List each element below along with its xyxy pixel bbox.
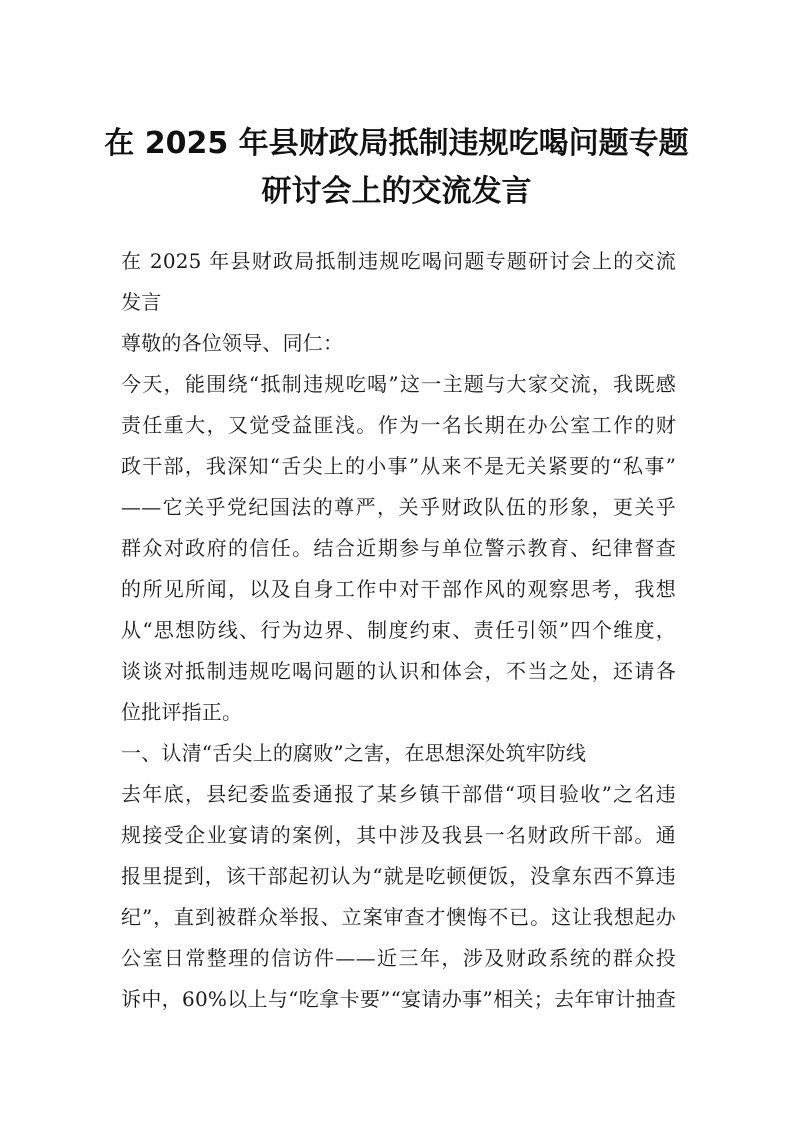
salutation: 尊敬的各位领导、同仁： bbox=[121, 331, 344, 355]
body-line: ——它关乎党纪国法的尊严，关乎财政队伍的形象，更关乎 bbox=[121, 495, 676, 519]
body-line: 今天，能围绕“抵制违规吃喝”这一主题与大家交流，我既感 bbox=[121, 372, 676, 396]
body-line: 责任重大，又觉受益匪浅。作为一名长期在办公室工作的财 bbox=[121, 413, 676, 437]
section-heading: 一、认清“舌尖上的腐败”之害，在思想深处筑牢防线 bbox=[121, 741, 587, 765]
body-line: 在 2025 年县财政局抵制违规吃喝问题专题研讨会上的交流 bbox=[121, 249, 676, 273]
body-line: 公室日常整理的信访件——近三年，涉及财政系统的群众投 bbox=[121, 946, 676, 970]
body-line: 规接受企业宴请的案例，其中涉及我县一名财政所干部。通 bbox=[121, 823, 676, 847]
body-line: 报里提到，该干部起初认为“就是吃顿便饭，没拿东西不算违 bbox=[121, 864, 676, 888]
body-line: 发言 bbox=[121, 290, 162, 314]
body-line: 政干部，我深知“舌尖上的小事”从来不是无关紧要的“私事” bbox=[121, 454, 676, 478]
body-line: 的所见所闻，以及自身工作中对干部作风的观察思考，我想 bbox=[121, 577, 676, 601]
body-line: 位批评指正。 bbox=[121, 700, 243, 724]
document-body bbox=[121, 241, 676, 1020]
body-line: 诉中，60%以上与“吃拿卡要”“宴请办事”相关；去年审计抽查 bbox=[121, 987, 676, 1011]
body-line: 去年底，县纪委监委通报了某乡镇干部借“项目验收”之名违 bbox=[121, 782, 676, 806]
body-line: 谈谈对抵制违规吃喝问题的认识和体会，不当之处，还请各 bbox=[121, 659, 676, 683]
body-line: 群众对政府的信任。结合近期参与单位警示教育、纪律督查 bbox=[121, 536, 676, 560]
document-title-line-1: 在 2025 年县财政局抵制违规吃喝问题专题 bbox=[104, 126, 689, 161]
body-line: 从“思想防线、行为边界、制度约束、责任引领”四个维度， bbox=[121, 618, 676, 642]
document-title-line-2: 研讨会上的交流发言 bbox=[261, 174, 532, 209]
body-line: 纪”，直到被群众举报、立案审查才懊悔不已。这让我想起办 bbox=[121, 905, 676, 929]
